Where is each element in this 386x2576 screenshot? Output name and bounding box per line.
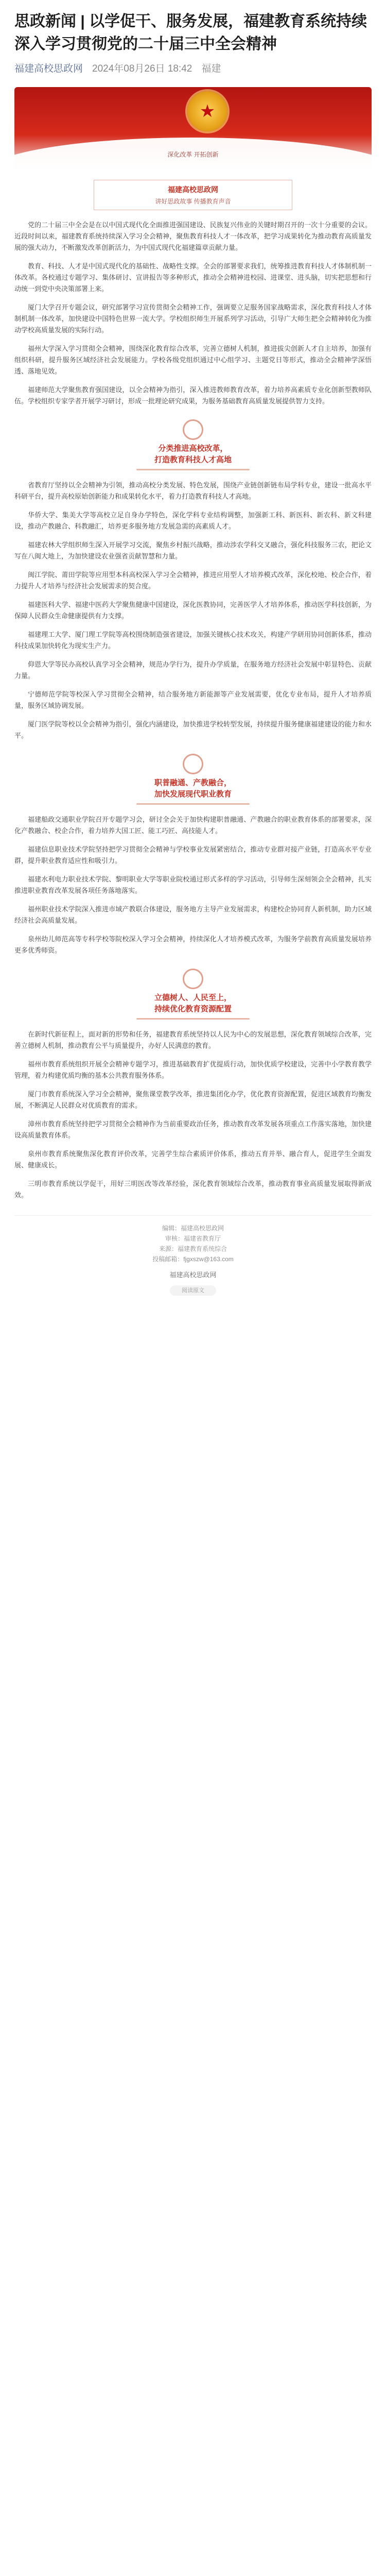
section-ring-icon [183, 969, 203, 989]
source-label-title: 福建高校思政网 [168, 185, 218, 194]
paragraph: 厦门市教育系统深入学习全会精神，聚焦课堂教学改革，推进集团化办学，优化教育资源配置，促进区域教育均衡发展，不断满足人民群众对优质教育的需求。 [14, 1090, 372, 1109]
section-heading-3 [121, 969, 265, 1020]
section-heading-line: 持续优化教育资源配置 [154, 1005, 232, 1013]
paragraph: 福建水利电力职业技术学院、黎明职业大学等职业院校通过形式多样的学习活动，引导师生深刻领会全会精神，扎实推进职业教育改革发展各项任务落地落实。 [14, 875, 372, 894]
footer-brand: 福建高校思政网 [169, 1271, 217, 1279]
section-heading-line: 加快发展现代职业教育 [154, 790, 232, 799]
paragraph: 福建医科大学、福建中医药大学聚焦健康中国建设，深化医教协同，完善医学人才培养体系，推动医学科技创新，为保障人民群众生命健康提供有力支撑。 [14, 601, 372, 620]
paragraph: 三明市教育系统以学促干，用好三明医改等改革经验，深化教育领域综合改革，推动教育事业高质量发展取得新成效。 [14, 1180, 372, 1199]
paragraph: 漳州市教育系统坚持把学习贯彻全会精神作为当前重要政治任务，推动教育改革发展各项重点工作落实落地，加快建设高质量教育体系。 [14, 1120, 372, 1139]
paragraph: 福建农林大学组织师生深入开展学习交流，聚焦乡村振兴战略，推动涉农学科交叉融合，强化科技服务三农，把论文写在八闽大地上，为加快建设农业强省贡献智慧和力量。 [14, 541, 372, 560]
section-heading-1 [121, 419, 265, 470]
paragraph: 教育、科技、人才是中国式现代化的基础性、战略性支撑。全会的部署要求我们，统筹推进教育科技人才体制机制一体改革。各校通过专题学习、集体研讨、宣讲报告等多种形式，推动全会精神进校园、进课堂、进头脑，切实把思想和行动统一到党中央决策部署上来。 [14, 262, 372, 293]
section-divider [136, 469, 250, 470]
paragraph: 宁德师范学院等校深入学习贯彻全会精神，结合服务地方新能源等产业发展需要，优化专业布局，提升人才培养质量，服务区域协调发展。 [14, 690, 372, 709]
source-label-sub: 讲好思政故事 传播教育声音 [155, 198, 231, 205]
footer-reviewer: 审核：福建省教育厅 [165, 1235, 221, 1242]
paragraph: 福州职业技术学院深入推进市域产教联合体建设，服务地方主导产业发展需求，构建校企协同育人新机制，助力区域经济社会高质量发展。 [14, 905, 372, 924]
paragraph: 福建船政交通职业学院召开专题学习会，研讨全会关于加快构建职普融通、产教融合的职业教育体系的部署要求，深化产教融合、校企合作，着力培养大国工匠、能工巧匠、高技能人才。 [14, 816, 372, 835]
account-link[interactable]: 福建高校思政网 [14, 63, 83, 74]
read-original-button[interactable]: 阅读原文 [170, 1285, 216, 1296]
section-heading-2 [121, 754, 265, 805]
section-heading-line: 打造教育科技人才高地 [154, 455, 232, 464]
paragraph: 福建信息职业技术学院坚持把学习贯彻全会精神与学校事业发展紧密结合，推动专业群对接产业链，打造高水平专业群，提升职业教育适应性和吸引力。 [14, 845, 372, 865]
paragraph: 福州市教育系统组织开展全会精神专题学习，推进基础教育扩优提质行动，加快优质学校建设，完善中小学教育教学管理，着力构建优质均衡的基本公共教育服务体系。 [14, 1060, 372, 1079]
paragraph: 厦门大学召开专题会议，研究部署学习宣传贯彻全会精神工作，强调要立足服务国家战略需求，深化教育科技人才体制机制一体改革，加快建设中国特色世界一流大学。学校组织师生开展系列学习活动，引导广大师生把全会精神转化为推动学校高质量发展的实际行动。 [14, 303, 372, 334]
paragraph: 闽江学院、莆田学院等应用型本科高校深入学习全会精神，推进应用型人才培养模式改革，深化校地、校企合作，着力提升人才培养与经济社会发展需求的契合度。 [14, 571, 372, 590]
paragraph: 仰恩大学等民办高校认真学习全会精神，规范办学行为，提升办学质量，在服务地方经济社会发展中彰显特色、贡献力量。 [14, 660, 372, 680]
banner-subtitle: 深化改革 开拓创新 [167, 151, 219, 158]
footer-source: 来源：福建教育系统综合 [159, 1245, 227, 1252]
section-heading-line: 分类推进高校改革， [158, 444, 228, 453]
publish-date: 2024年08月26日 18:42 [92, 63, 192, 74]
section-divider [136, 803, 250, 805]
paragraph: 福建师范大学聚焦教育强国建设，以全会精神为指引，深入推进教师教育改革，着力培养高素质专业化创新型教师队伍。学校组织专家学者开展学习研讨，形成一批理论研究成果，为服务基础教育高质量发展提供智力支持。 [14, 386, 372, 405]
section-heading-line: 立德树人、人民至上， [154, 993, 232, 1002]
header-banner [14, 87, 372, 170]
source-label-box [94, 180, 292, 210]
article-meta [14, 61, 372, 75]
section-ring-icon [183, 419, 203, 440]
footer-contact: 投稿邮箱：fjgxszw@163.com [152, 1256, 234, 1263]
paragraph: 福州大学深入学习贯彻全会精神，围绕深化教育综合改革，完善立德树人机制，推进拔尖创新人才自主培养，加强有组织科研，提升服务区域经济社会发展能力。学校各级党组织通过中心组学习、主题党日等形式，推动全会精神学深悟透、落地见效。 [14, 345, 372, 375]
publish-location: 福建 [201, 63, 221, 74]
party-emblem-icon: ★ [187, 91, 227, 131]
paragraph: 泉州幼儿师范高等专科学校等院校深入学习全会精神，持续深化人才培养模式改革，为服务学前教育高质量发展培养更多优秀师资。 [14, 935, 372, 954]
footer-editor: 编辑：福建高校思政网 [162, 1225, 224, 1232]
section-divider [136, 1018, 250, 1020]
section-heading-line: 职普融通、产教融合， [154, 778, 232, 787]
paragraph: 福建理工大学、厦门理工学院等高校围绕制造强省建设，加强关键核心技术攻关，构建产学研用协同创新体系，推动科技成果加快转化为现实生产力。 [14, 631, 372, 650]
paragraph: 泉州市教育系统聚焦深化教育评价改革，完善学生综合素质评价体系，推动五育并举、融合育人，促进学生全面发展、健康成长。 [14, 1150, 372, 1169]
article-title: 思政新闻 | 以学促干、服务发展，福建教育系统持续深入学习贯彻党的二十届三中全会精神 [14, 13, 367, 53]
paragraph: 华侨大学、集美大学等高校立足自身办学特色，深化学科专业结构调整，加强新工科、新医科、新农科、新文科建设，推动产教融合、科教融汇，培养更多服务地方发展急需的高素质人才。 [14, 511, 372, 530]
paragraph: 省教育厅坚持以全会精神为引领，推动高校分类发展、特色发展，围绕产业链创新链布局学科专业，建设一批高水平科研平台，提升高校原始创新能力和成果转化水平，着力打造教育科技人才高地。 [14, 481, 372, 500]
section-ring-icon [183, 754, 203, 774]
paragraph: 厦门医学院等校以全会精神为指引，强化内涵建设，加快推进学校转型发展，持续提升服务健康福建建设的能力和水平。 [14, 720, 372, 739]
article-footer [14, 1215, 372, 1296]
paragraph: 在新时代新征程上，面对新的形势和任务，福建教育系统坚持以人民为中心的发展思想，深化教育领域综合改革，完善立德树人机制，推动教育公平与质量提升，办好人民满意的教育。 [14, 1030, 372, 1049]
paragraph: 党的二十届三中全会是在以中国式现代化全面推进强国建设、民族复兴伟业的关键时期召开的一次十分重要的会议。近段时间以来，福建教育系统持续深入学习全会精神，聚焦教育科技人才一体改革，把学习成果转化为推动教育高质量发展的强大动力，不断激发改革创新活力，为中国式现代化福建篇章贡献力量。 [14, 221, 372, 251]
